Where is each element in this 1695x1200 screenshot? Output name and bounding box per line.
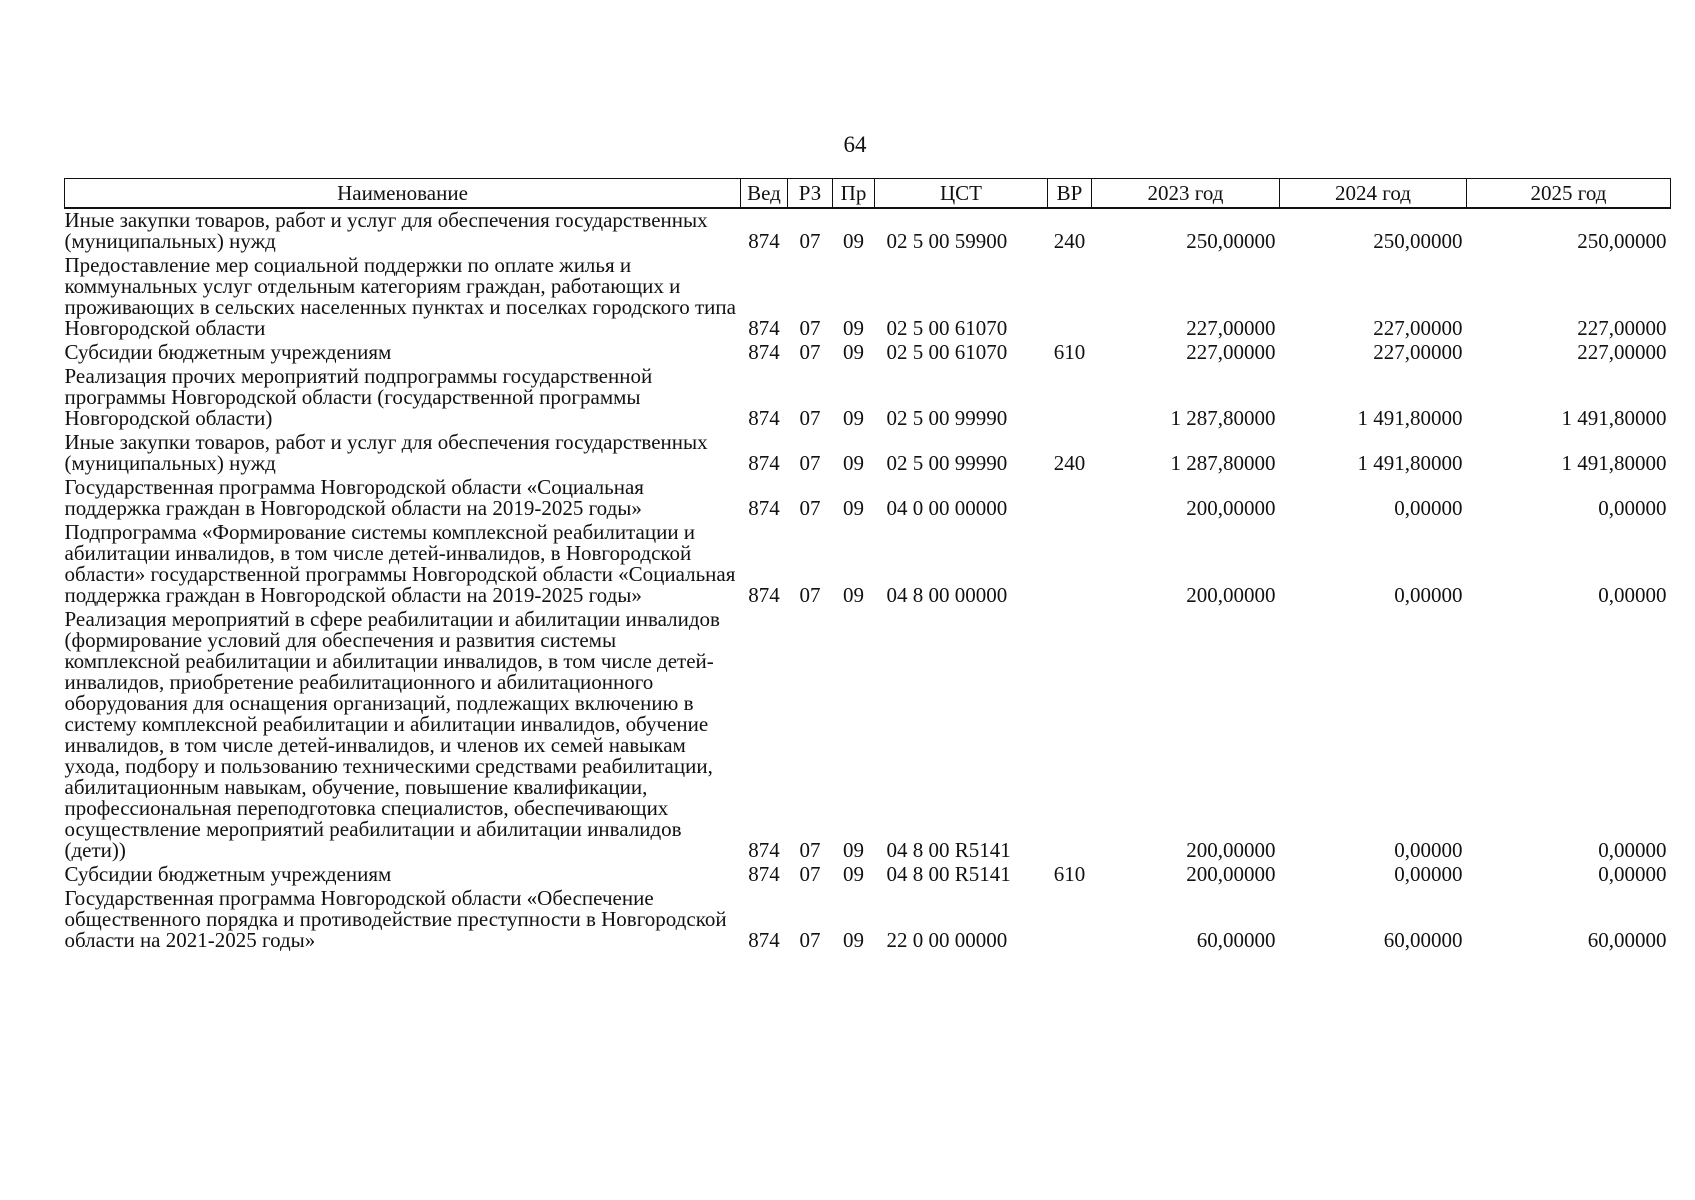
header-pr: Пр	[833, 179, 875, 209]
row-vr	[1048, 608, 1092, 863]
row-2023: 200,00000	[1186, 583, 1276, 607]
row-pr: 09	[843, 838, 864, 862]
row-pr: 09	[843, 496, 864, 520]
row-pr: 09	[843, 316, 864, 340]
row-rz: 07	[799, 316, 821, 340]
row-2025: 1 491,80000	[1561, 451, 1667, 475]
row-name: Иные закупки товаров, работ и услуг для обеспечения государственных (муниципальных) нужд	[64, 430, 708, 475]
row-2025: 250,00000	[1577, 229, 1667, 253]
row-vr	[1048, 365, 1092, 431]
row-2024: 0,00000	[1394, 862, 1463, 886]
header-rz: РЗ	[788, 179, 833, 209]
row-vr	[1048, 521, 1092, 608]
row-cst: 04 0 00 00000	[886, 496, 1008, 520]
table-row	[65, 208, 1671, 254]
row-2023: 1 287,80000	[1170, 451, 1276, 475]
header-2024: 2024 год	[1280, 179, 1467, 209]
row-rz: 07	[799, 583, 821, 607]
header-name: Наименование	[65, 179, 741, 209]
row-name: Предоставление мер социальной поддержки по оплате жилья и коммунальных услуг отдельным категориям граждан, работающих и проживающих в сельских населенных пунктах и поселках городского типа Новгородской области	[64, 253, 736, 340]
table-header	[65, 179, 1671, 209]
row-ved: 874	[748, 583, 780, 607]
row-name: Государственная программа Новгородской области «Социальная поддержка граждан в Новгородской области на 2019-2025 годы»	[64, 475, 644, 520]
row-rz: 07	[799, 229, 821, 253]
row-cst: 04 8 00 00000	[886, 583, 1008, 607]
row-pr: 09	[843, 451, 864, 475]
row-ved: 874	[748, 838, 780, 862]
row-2025: 1 491,80000	[1561, 406, 1667, 430]
table-row	[65, 521, 1671, 608]
budget-table-container	[64, 178, 1670, 953]
row-2025: 227,00000	[1577, 316, 1667, 340]
row-2023: 200,00000	[1186, 496, 1276, 520]
row-2023: 227,00000	[1186, 340, 1276, 364]
row-name: Иные закупки товаров, работ и услуг для обеспечения государственных (муниципальных) нужд	[64, 208, 708, 253]
row-2024: 227,00000	[1373, 316, 1463, 340]
page-number: 64	[843, 132, 867, 157]
row-rz: 07	[799, 862, 821, 886]
row-pr: 09	[843, 406, 864, 430]
row-vr	[1048, 476, 1092, 521]
row-2025: 0,00000	[1598, 838, 1667, 862]
row-cst: 02 5 00 61070	[886, 340, 1008, 364]
header-ved: Вед	[741, 179, 788, 209]
row-vr: 240	[1053, 229, 1086, 253]
row-vr: 610	[1053, 862, 1086, 886]
row-vr: 610	[1053, 340, 1086, 364]
row-name: Государственная программа Новгородской области «Обеспечение общественного порядка и противодействие преступности в Новгородской области на 2021-2025 годы»	[64, 886, 727, 952]
row-2024: 0,00000	[1394, 496, 1463, 520]
row-rz: 07	[799, 838, 821, 862]
row-ved: 874	[748, 451, 780, 475]
header-cst: ЦСТ	[875, 179, 1048, 209]
header-2023: 2023 год	[1092, 179, 1280, 209]
row-ved: 874	[748, 340, 780, 364]
row-cst: 04 8 00 R5141	[886, 838, 1011, 862]
row-2024: 0,00000	[1394, 583, 1463, 607]
row-name: Реализация прочих мероприятий подпрограммы государственной программы Новгородской области (государственной программы Новгородской области)	[64, 364, 653, 430]
row-rz: 07	[799, 340, 821, 364]
row-cst: 04 8 00 R5141	[886, 862, 1011, 886]
row-cst: 22 0 00 00000	[886, 928, 1008, 952]
row-name: Субсидии бюджетным учреждениям	[64, 862, 392, 886]
row-ved: 874	[748, 928, 780, 952]
row-2025: 0,00000	[1598, 862, 1667, 886]
row-ved: 874	[748, 406, 780, 430]
row-pr: 09	[843, 229, 864, 253]
row-2023: 200,00000	[1186, 862, 1276, 886]
row-rz: 07	[799, 496, 821, 520]
row-rz: 07	[799, 928, 821, 952]
row-pr: 09	[843, 928, 864, 952]
row-vr	[1048, 254, 1092, 341]
row-2025: 60,00000	[1587, 928, 1667, 952]
row-ved: 874	[748, 229, 780, 253]
table-row	[65, 608, 1671, 863]
row-2024: 1 491,80000	[1357, 451, 1463, 475]
budget-table	[64, 178, 1671, 953]
row-2023: 250,00000	[1186, 229, 1276, 253]
table-row	[65, 431, 1671, 476]
row-ved: 874	[748, 316, 780, 340]
table-row	[65, 863, 1671, 887]
row-2023: 1 287,80000	[1170, 406, 1276, 430]
row-ved: 874	[748, 862, 780, 886]
row-vr	[1048, 887, 1092, 953]
row-vr: 240	[1053, 451, 1086, 475]
row-name: Субсидии бюджетным учреждениям	[64, 340, 392, 364]
table-row	[65, 365, 1671, 431]
table-row	[65, 254, 1671, 341]
row-rz: 07	[799, 451, 821, 475]
row-2024: 0,00000	[1394, 838, 1463, 862]
table-row	[65, 887, 1671, 953]
row-cst: 02 5 00 61070	[886, 316, 1008, 340]
row-2025: 0,00000	[1598, 583, 1667, 607]
row-pr: 09	[843, 340, 864, 364]
row-2023: 200,00000	[1186, 838, 1276, 862]
row-pr: 09	[843, 862, 864, 886]
row-name: Реализация мероприятий в сфере реабилитации и абилитации инвалидов (формирование условий для обеспечения и развития системы комплексной реабилитации и абилитации инвалидов, в том числе детей-инвалидов, приобретение реабилитационного и абилитационного оборудования для оснащения организаций, подлежащих включению в систему комплексной реабилитации и абилитации инвалидов, обучение инвалидов, в том числе детей-инвалидов, и членов их семей навыкам ухода, подбору и пользованию техническими средствами реабилитации, абилитационным навыкам, обучение, повышение квалификации, профессиональная переподготовка специалистов, обеспечивающих осуществление мероприятий реабилитации и абилитации инвалидов (дети))	[64, 607, 720, 862]
row-cst: 02 5 00 99990	[886, 406, 1008, 430]
row-cst: 02 5 00 99990	[886, 451, 1008, 475]
table-row	[65, 341, 1671, 365]
row-2025: 227,00000	[1577, 340, 1667, 364]
row-name: Подпрограмма «Формирование системы комплексной реабилитации и абилитации инвалидов, в том числе детей-инвалидов, в Новгородской области» государственной программы Новгородской области «Социальная поддержка граждан в Новгородской области на 2019-2025 годы»	[64, 520, 736, 607]
row-2024: 250,00000	[1373, 229, 1463, 253]
row-ved: 874	[748, 496, 780, 520]
row-2023: 60,00000	[1196, 928, 1276, 952]
header-2025: 2025 год	[1467, 179, 1671, 209]
row-2025: 0,00000	[1598, 496, 1667, 520]
row-cst: 02 5 00 59900	[886, 229, 1008, 253]
row-2024: 60,00000	[1383, 928, 1463, 952]
row-rz: 07	[799, 406, 821, 430]
row-2023: 227,00000	[1186, 316, 1276, 340]
row-2024: 1 491,80000	[1357, 406, 1463, 430]
row-pr: 09	[843, 583, 864, 607]
table-body	[65, 208, 1671, 953]
table-row	[65, 476, 1671, 521]
header-vr: ВР	[1048, 179, 1092, 209]
row-2024: 227,00000	[1373, 340, 1463, 364]
